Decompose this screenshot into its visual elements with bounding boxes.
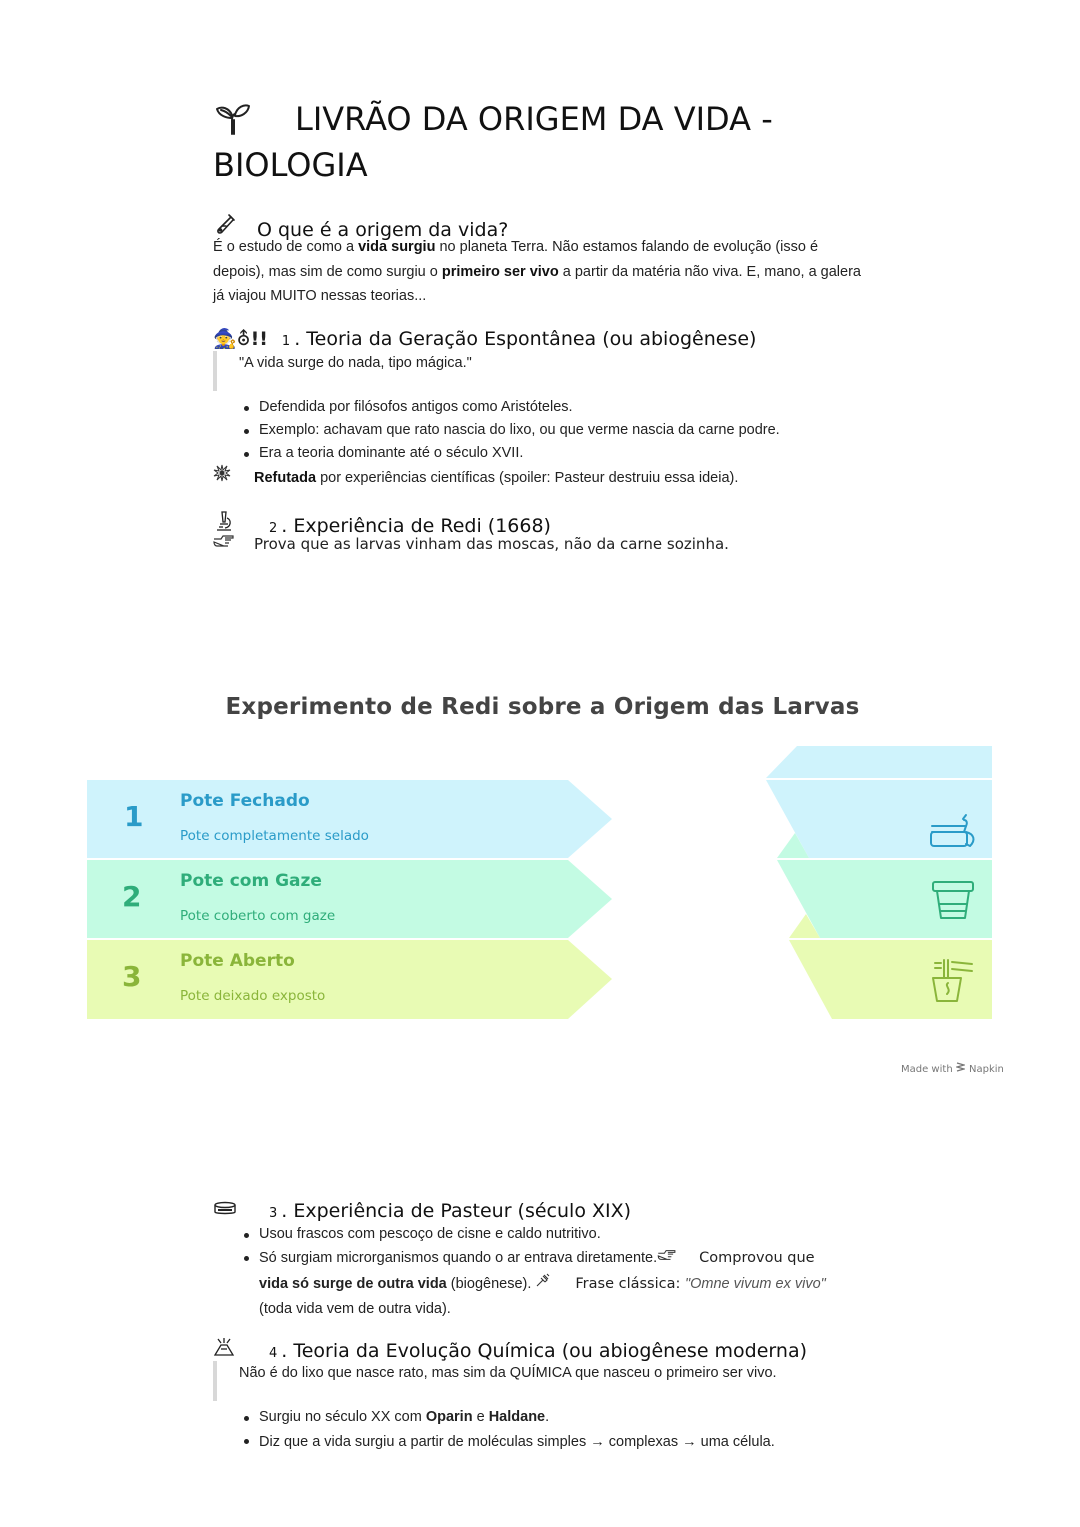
list-bold-text: Oparin <box>425 1409 473 1425</box>
list-bold-text: vida só surge de outra vida <box>259 1275 447 1292</box>
list-item <box>243 1406 883 1429</box>
list-item: Era a teoria dominante até o século XVII. <box>243 442 883 465</box>
section1-quote-text: "A vida surge do nada, tipo mágica." <box>239 355 472 371</box>
row2-title: Pote com Gaze <box>180 871 322 891</box>
list-item <box>243 1246 868 1323</box>
petri-dish-icon <box>213 1200 269 1224</box>
volcano-icon <box>213 1337 269 1364</box>
pointing-hand-icon <box>657 1246 699 1272</box>
diagram-title: Experimento de Redi sobre a Origem das Larvas <box>225 694 860 720</box>
diagram-shapes <box>0 740 1080 1030</box>
row2-desc: Pote coberto com gaze <box>180 908 336 924</box>
refuted-text: por experiências científicas (spoiler: Pasteur destruiu essa ideia). <box>316 470 739 486</box>
intro-text: no planeta Terra. Não estamos falando de evolução (isso é depois), mas sim de como surgiu o <box>213 239 819 280</box>
list-item: Usou frascos com pescoço de cisne e caldo nutritivo. <box>243 1223 868 1246</box>
row2-number: 2 <box>122 880 142 913</box>
explosion-icon <box>213 464 254 490</box>
section1-bullet-list <box>243 396 883 465</box>
list-item: Diz que a vida surgiu a partir de moléculas simples → complexas → uma célula. <box>243 1429 883 1455</box>
row3-title: Pote Aberto <box>180 951 295 971</box>
section3-bullet-list <box>243 1223 868 1323</box>
row3-desc: Pote deixado exposto <box>180 988 326 1004</box>
row3-number: 3 <box>122 960 142 993</box>
list-item: Exemplo: achavam que rato nascia do lixo, ou que verme nascia da carne podre. <box>243 419 883 442</box>
list-text: (toda vida vem de outra vida). <box>259 1301 451 1317</box>
intro-text: É o estudo de como a <box>213 239 359 255</box>
section2-heading-text: . Experiência de Redi (1668) <box>281 515 551 537</box>
napkin-logo-icon <box>956 1062 966 1075</box>
row1-desc: Pote completamente selado <box>180 828 369 844</box>
latin-quote: "Omne vivum ex vivo" <box>684 1275 826 1292</box>
napkin-credit[interactable] <box>901 1062 1004 1075</box>
list-text: (biogênese). <box>446 1275 532 1292</box>
credit-brand: Napkin <box>969 1064 1004 1075</box>
section3-number: 3 <box>269 1206 278 1221</box>
intro-paragraph <box>213 235 873 309</box>
list-text: Frase clássica: <box>575 1275 685 1292</box>
list-text: Surgiu no século XX com <box>259 1409 426 1425</box>
row2-arrow <box>87 860 612 938</box>
section3-heading <box>213 1199 631 1226</box>
intro-bold-text: vida surgiu <box>358 239 436 255</box>
credit-text: Made with <box>901 1064 953 1075</box>
row1-top-band <box>766 746 992 778</box>
intro-heading-text: O que é a origem da vida? <box>257 219 509 241</box>
refuted-bold-text: Refutada <box>254 470 317 486</box>
section1-heading <box>213 327 756 354</box>
list-text: Só surgiam microrganismos quando o ar entrava diretamente. <box>259 1250 658 1266</box>
row1-number: 1 <box>124 800 144 833</box>
section3-heading-text: . Experiência de Pasteur (século XIX) <box>281 1200 632 1222</box>
section4-quote <box>213 1361 879 1401</box>
wizard-symbols-icon: 🧙⛢!! <box>213 328 268 350</box>
section1-quote <box>213 351 859 391</box>
section2-number: 2 <box>269 521 278 536</box>
section4-quote-text: Não é do lixo que nasce rato, mas sim da QUÍMICA que nasceu o primeiro ser vivo. <box>239 1365 777 1381</box>
section4-heading-text: . Teoria da Evolução Química (ou abiogênese moderna) <box>281 1340 808 1362</box>
row3-arrow <box>87 940 612 1019</box>
section4-number: 4 <box>269 1346 278 1361</box>
list-item: Defendida por filósofos antigos como Aristóteles. <box>243 396 883 419</box>
intro-text: a partir da matéria não viva. E, mano, a galera já viajou MUITO nessas teorias... <box>213 263 861 304</box>
intro-bold-text: primeiro ser vivo <box>441 263 559 280</box>
list-text: e <box>472 1409 489 1425</box>
list-text: . <box>545 1409 550 1425</box>
microbe-icon <box>531 1272 575 1298</box>
row1-title: Pote Fechado <box>180 791 310 811</box>
list-text: Comprovou que <box>699 1250 815 1266</box>
section2-text: Prova que as larvas vinham das moscas, não da carne sozinha. <box>254 535 729 553</box>
row1-arrow <box>87 780 612 858</box>
seedling-icon <box>213 98 253 138</box>
pointing-hand-icon <box>213 533 254 555</box>
section2-text-line <box>213 533 729 555</box>
document-title-text: LIVRÃO DA ORIGEM DA VIDA - BIOLOGIA <box>213 100 773 184</box>
section4-bullet-list <box>243 1406 883 1455</box>
section1-number: 1 <box>281 334 291 349</box>
list-bold-text: Haldane <box>488 1409 546 1425</box>
section1-heading-text: . Teoria da Geração Espontânea (ou abiogênese) <box>294 328 757 350</box>
section1-refuted-line <box>213 464 893 491</box>
document-title <box>213 96 833 188</box>
